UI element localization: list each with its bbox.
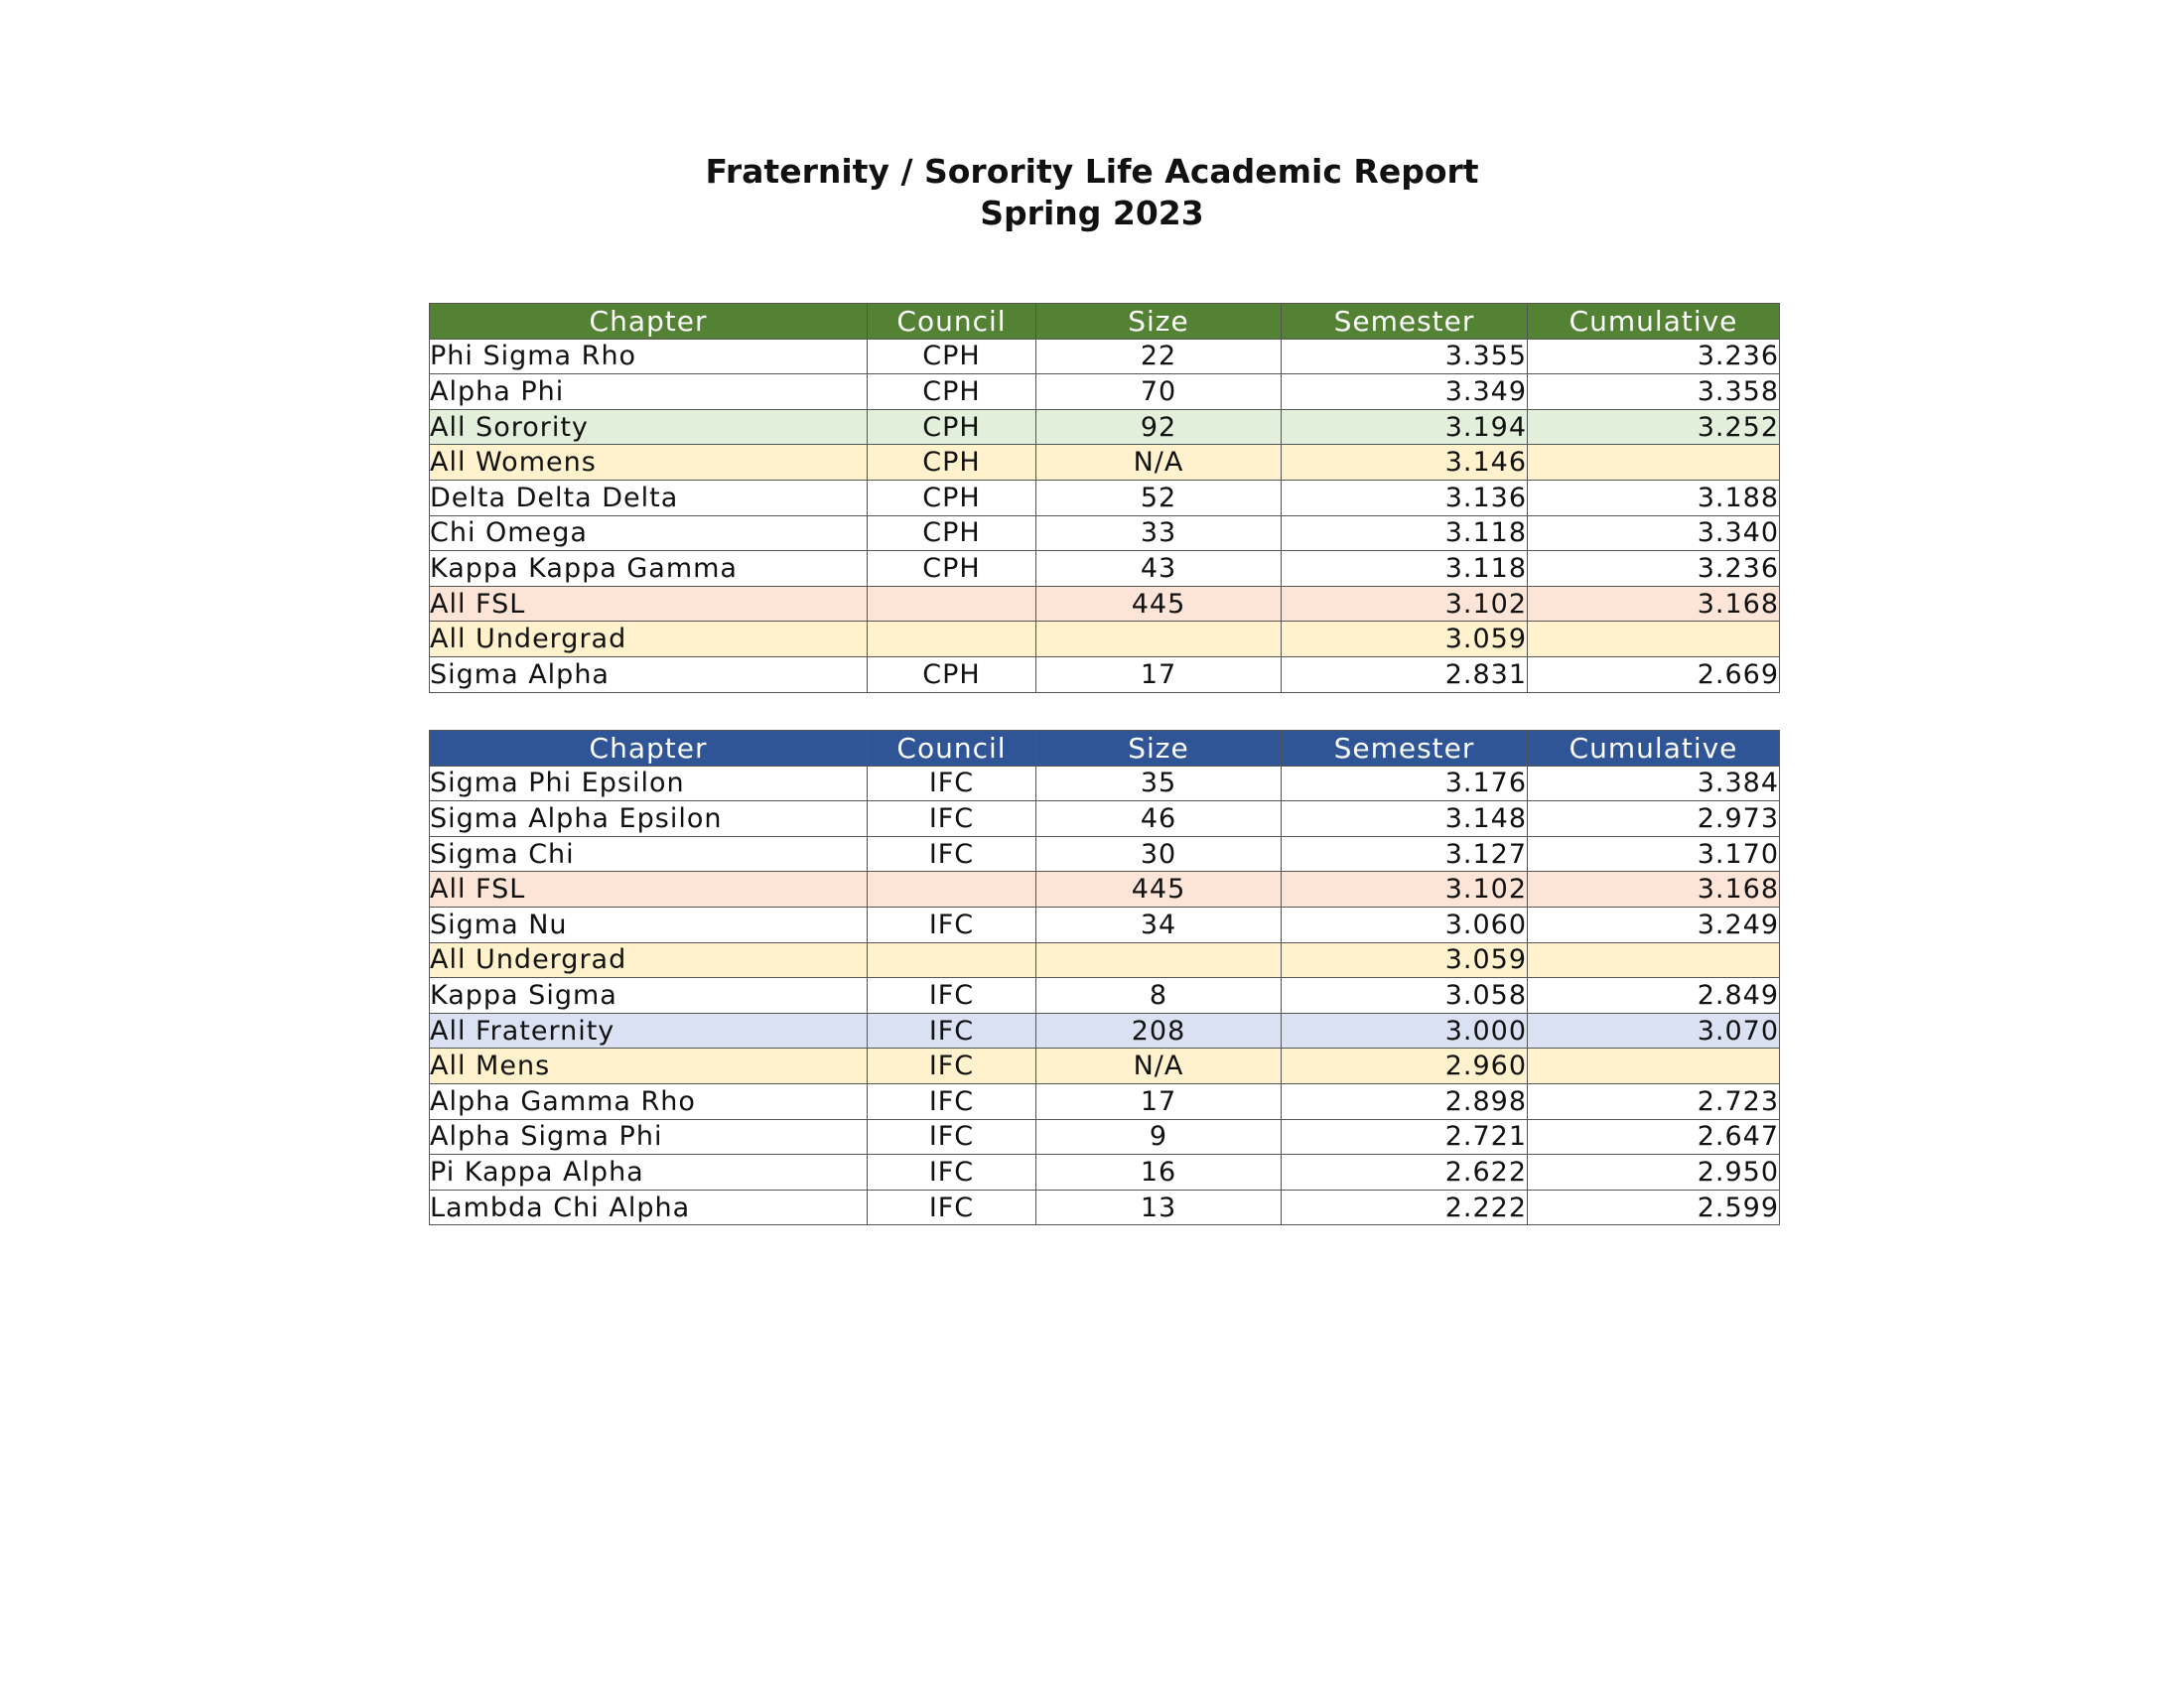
size-cell: 445 bbox=[1036, 586, 1282, 622]
semester-cell: 3.059 bbox=[1282, 942, 1528, 978]
chapter-cell: All FSL bbox=[430, 872, 868, 908]
column-header-cumulative: Cumulative bbox=[1528, 731, 1780, 767]
council-cell: IFC bbox=[868, 801, 1036, 837]
chapter-cell: All Womens bbox=[430, 445, 868, 481]
size-cell: 8 bbox=[1036, 978, 1282, 1014]
cumulative-cell bbox=[1528, 445, 1780, 481]
column-header-semester: Semester bbox=[1282, 731, 1528, 767]
table-row bbox=[430, 339, 1780, 374]
fraternity-table bbox=[429, 730, 1780, 1225]
chapter-cell: Alpha Phi bbox=[430, 374, 868, 410]
cumulative-cell: 2.647 bbox=[1528, 1119, 1780, 1155]
semester-cell: 3.136 bbox=[1282, 480, 1528, 515]
column-header-semester: Semester bbox=[1282, 304, 1528, 340]
table-row bbox=[430, 1190, 1780, 1225]
report-title: Fraternity / Sorority Life Academic Report bbox=[705, 152, 1479, 191]
chapter-cell: Pi Kappa Alpha bbox=[430, 1155, 868, 1191]
size-cell: 30 bbox=[1036, 836, 1282, 872]
council-cell bbox=[868, 942, 1036, 978]
semester-cell: 2.960 bbox=[1282, 1049, 1528, 1084]
table-row bbox=[430, 1013, 1780, 1049]
semester-cell: 3.059 bbox=[1282, 622, 1528, 657]
column-header-cumulative: Cumulative bbox=[1528, 304, 1780, 340]
size-cell: 22 bbox=[1036, 339, 1282, 374]
chapter-cell: Alpha Gamma Rho bbox=[430, 1083, 868, 1119]
council-cell: CPH bbox=[868, 480, 1036, 515]
cumulative-cell: 2.950 bbox=[1528, 1155, 1780, 1191]
table-row bbox=[430, 836, 1780, 872]
size-cell bbox=[1036, 942, 1282, 978]
semester-cell: 3.355 bbox=[1282, 339, 1528, 374]
table-row bbox=[430, 445, 1780, 481]
semester-cell: 3.058 bbox=[1282, 978, 1528, 1014]
semester-cell: 3.146 bbox=[1282, 445, 1528, 481]
size-cell: N/A bbox=[1036, 445, 1282, 481]
table-row bbox=[430, 586, 1780, 622]
council-cell: IFC bbox=[868, 1049, 1036, 1084]
council-cell: IFC bbox=[868, 1190, 1036, 1225]
council-cell: IFC bbox=[868, 907, 1036, 942]
report-subtitle: Spring 2023 bbox=[980, 194, 1204, 232]
cumulative-cell: 3.188 bbox=[1528, 480, 1780, 515]
council-cell: CPH bbox=[868, 339, 1036, 374]
chapter-cell: Sigma Alpha bbox=[430, 656, 868, 692]
council-cell: IFC bbox=[868, 1083, 1036, 1119]
chapter-cell: Sigma Phi Epsilon bbox=[430, 766, 868, 801]
semester-cell: 3.118 bbox=[1282, 515, 1528, 551]
chapter-cell: Sigma Nu bbox=[430, 907, 868, 942]
size-cell: 34 bbox=[1036, 907, 1282, 942]
chapter-cell: All Undergrad bbox=[430, 942, 868, 978]
cumulative-cell: 3.170 bbox=[1528, 836, 1780, 872]
council-cell: IFC bbox=[868, 978, 1036, 1014]
chapter-cell: Alpha Sigma Phi bbox=[430, 1119, 868, 1155]
semester-cell: 2.721 bbox=[1282, 1119, 1528, 1155]
chapter-cell: All Sorority bbox=[430, 409, 868, 445]
council-cell: IFC bbox=[868, 766, 1036, 801]
council-cell: IFC bbox=[868, 1013, 1036, 1049]
semester-cell: 3.102 bbox=[1282, 872, 1528, 908]
column-header-size: Size bbox=[1036, 304, 1282, 340]
cumulative-cell: 3.236 bbox=[1528, 551, 1780, 587]
chapter-cell: Lambda Chi Alpha bbox=[430, 1190, 868, 1225]
size-cell: 17 bbox=[1036, 656, 1282, 692]
size-cell bbox=[1036, 622, 1282, 657]
cumulative-cell: 3.384 bbox=[1528, 766, 1780, 801]
chapter-cell: Sigma Alpha Epsilon bbox=[430, 801, 868, 837]
cumulative-cell bbox=[1528, 1049, 1780, 1084]
cumulative-cell: 3.168 bbox=[1528, 872, 1780, 908]
semester-cell: 3.060 bbox=[1282, 907, 1528, 942]
council-cell: CPH bbox=[868, 656, 1036, 692]
size-cell: N/A bbox=[1036, 1049, 1282, 1084]
header-row bbox=[430, 731, 1780, 767]
size-cell: 17 bbox=[1036, 1083, 1282, 1119]
cumulative-cell: 3.249 bbox=[1528, 907, 1780, 942]
semester-cell: 3.102 bbox=[1282, 586, 1528, 622]
cumulative-cell: 2.849 bbox=[1528, 978, 1780, 1014]
council-cell bbox=[868, 872, 1036, 908]
semester-cell: 3.118 bbox=[1282, 551, 1528, 587]
semester-cell: 3.000 bbox=[1282, 1013, 1528, 1049]
cumulative-cell bbox=[1528, 942, 1780, 978]
column-header-chapter: Chapter bbox=[430, 304, 868, 340]
chapter-cell: All Mens bbox=[430, 1049, 868, 1084]
table-row bbox=[430, 978, 1780, 1014]
column-header-council: Council bbox=[868, 731, 1036, 767]
table-row bbox=[430, 1119, 1780, 1155]
semester-cell: 2.898 bbox=[1282, 1083, 1528, 1119]
chapter-cell: Kappa Sigma bbox=[430, 978, 868, 1014]
size-cell: 43 bbox=[1036, 551, 1282, 587]
council-cell: IFC bbox=[868, 1155, 1036, 1191]
size-cell: 9 bbox=[1036, 1119, 1282, 1155]
table-row bbox=[430, 1155, 1780, 1191]
table-row bbox=[430, 374, 1780, 410]
cumulative-cell bbox=[1528, 622, 1780, 657]
semester-cell: 3.176 bbox=[1282, 766, 1528, 801]
cumulative-cell: 3.358 bbox=[1528, 374, 1780, 410]
table-row bbox=[430, 551, 1780, 587]
cumulative-cell: 3.070 bbox=[1528, 1013, 1780, 1049]
column-header-council: Council bbox=[868, 304, 1036, 340]
table-body bbox=[430, 766, 1780, 1225]
sorority-table bbox=[429, 303, 1780, 693]
semester-cell: 2.831 bbox=[1282, 656, 1528, 692]
semester-cell: 2.622 bbox=[1282, 1155, 1528, 1191]
cumulative-cell: 3.340 bbox=[1528, 515, 1780, 551]
council-cell: IFC bbox=[868, 1119, 1036, 1155]
semester-cell: 2.222 bbox=[1282, 1190, 1528, 1225]
chapter-cell: All FSL bbox=[430, 586, 868, 622]
council-cell: CPH bbox=[868, 374, 1036, 410]
size-cell: 13 bbox=[1036, 1190, 1282, 1225]
table-row bbox=[430, 801, 1780, 837]
size-cell: 52 bbox=[1036, 480, 1282, 515]
cumulative-cell: 3.252 bbox=[1528, 409, 1780, 445]
table-row bbox=[430, 942, 1780, 978]
column-header-chapter: Chapter bbox=[430, 731, 868, 767]
cumulative-cell: 3.236 bbox=[1528, 339, 1780, 374]
size-cell: 33 bbox=[1036, 515, 1282, 551]
table-body bbox=[430, 339, 1780, 692]
chapter-cell: Phi Sigma Rho bbox=[430, 339, 868, 374]
cumulative-cell: 2.723 bbox=[1528, 1083, 1780, 1119]
size-cell: 35 bbox=[1036, 766, 1282, 801]
semester-cell: 3.127 bbox=[1282, 836, 1528, 872]
chapter-cell: Chi Omega bbox=[430, 515, 868, 551]
size-cell: 445 bbox=[1036, 872, 1282, 908]
size-cell: 70 bbox=[1036, 374, 1282, 410]
council-cell: CPH bbox=[868, 551, 1036, 587]
cumulative-cell: 2.669 bbox=[1528, 656, 1780, 692]
table-row bbox=[430, 1049, 1780, 1084]
header-row bbox=[430, 304, 1780, 340]
council-cell: IFC bbox=[868, 836, 1036, 872]
table-row bbox=[430, 515, 1780, 551]
table-row bbox=[430, 622, 1780, 657]
semester-cell: 3.349 bbox=[1282, 374, 1528, 410]
table-row bbox=[430, 656, 1780, 692]
chapter-cell: Delta Delta Delta bbox=[430, 480, 868, 515]
semester-cell: 3.148 bbox=[1282, 801, 1528, 837]
council-cell: CPH bbox=[868, 409, 1036, 445]
council-cell bbox=[868, 622, 1036, 657]
size-cell: 208 bbox=[1036, 1013, 1282, 1049]
council-cell: CPH bbox=[868, 515, 1036, 551]
table-row bbox=[430, 872, 1780, 908]
report-title-block bbox=[0, 151, 2184, 234]
semester-cell: 3.194 bbox=[1282, 409, 1528, 445]
chapter-cell: Kappa Kappa Gamma bbox=[430, 551, 868, 587]
size-cell: 16 bbox=[1036, 1155, 1282, 1191]
table-row bbox=[430, 480, 1780, 515]
table-row bbox=[430, 766, 1780, 801]
table-row bbox=[430, 409, 1780, 445]
column-header-size: Size bbox=[1036, 731, 1282, 767]
cumulative-cell: 3.168 bbox=[1528, 586, 1780, 622]
cumulative-cell: 2.973 bbox=[1528, 801, 1780, 837]
chapter-cell: All Undergrad bbox=[430, 622, 868, 657]
chapter-cell: All Fraternity bbox=[430, 1013, 868, 1049]
chapter-cell: Sigma Chi bbox=[430, 836, 868, 872]
council-cell: CPH bbox=[868, 445, 1036, 481]
cumulative-cell: 2.599 bbox=[1528, 1190, 1780, 1225]
council-cell bbox=[868, 586, 1036, 622]
table-row bbox=[430, 907, 1780, 942]
size-cell: 92 bbox=[1036, 409, 1282, 445]
size-cell: 46 bbox=[1036, 801, 1282, 837]
table-row bbox=[430, 1083, 1780, 1119]
